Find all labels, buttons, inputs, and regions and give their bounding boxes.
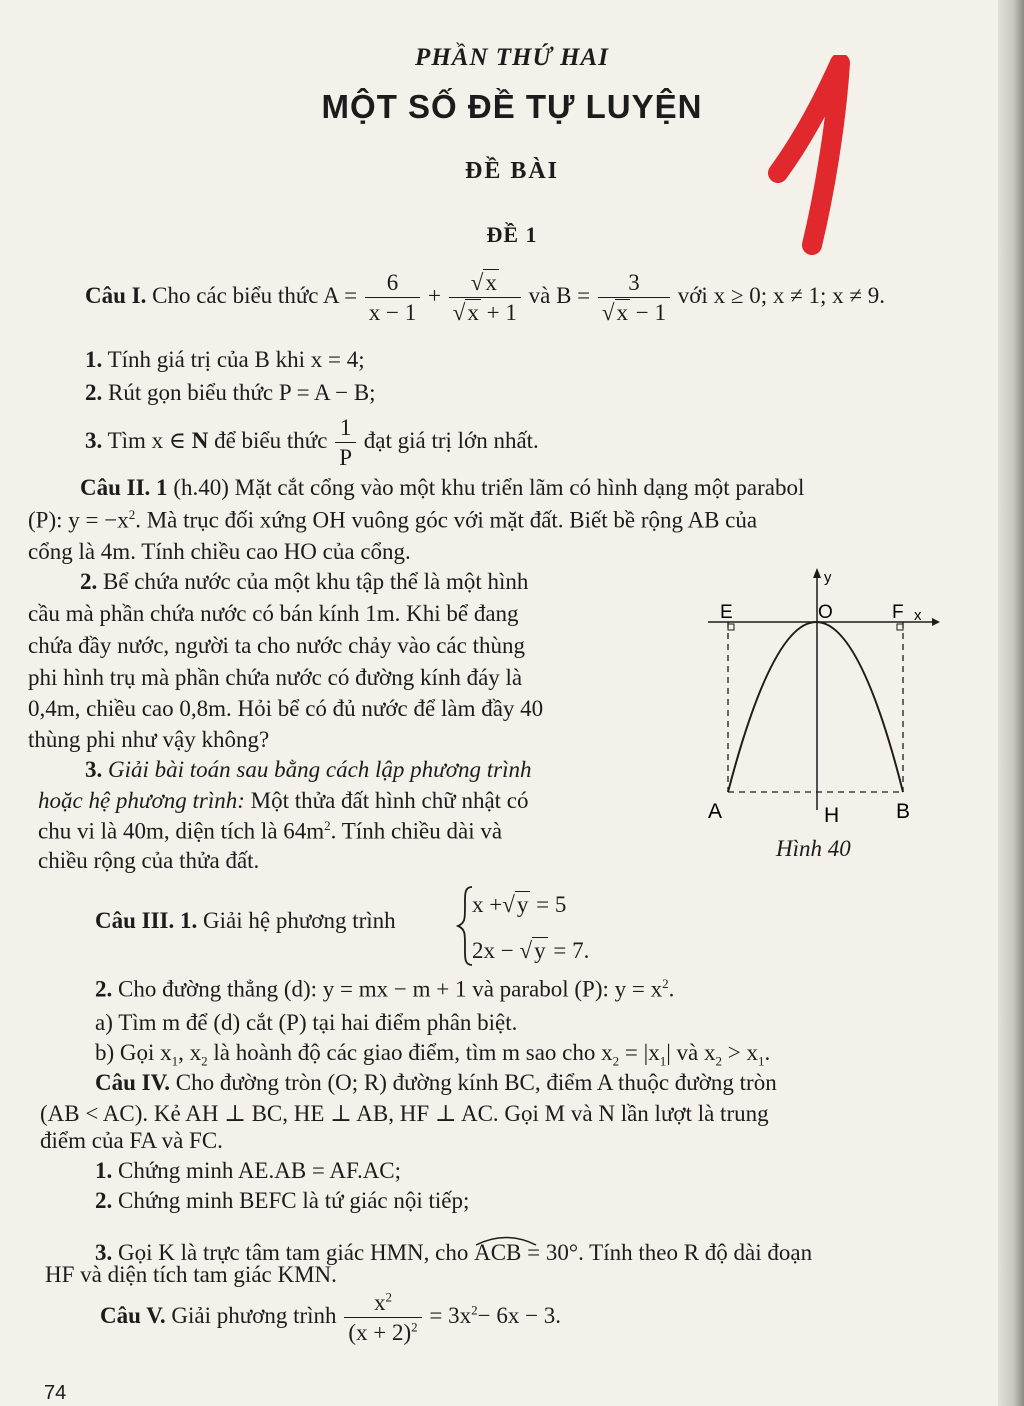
figure-40-parabola [700, 560, 940, 830]
figure-caption: Hình 40 [776, 836, 851, 861]
cau3-intro: Câu III. 1. Giải hệ phương trình [95, 908, 396, 933]
cau4-q2: 2. Chứng minh BEFC là tứ giác nội tiếp; [95, 1188, 470, 1213]
page-title: MỘT SỐ ĐỀ TỰ LUYỆN [321, 88, 703, 125]
cau3-a: a) Tìm m để (d) cắt (P) tại hai điểm phân biệt. [95, 1010, 518, 1035]
cau3-p2: 2. Cho đường thẳng (d): y = mx − m + 1 và parabol (P): $y = x^2$. [95, 976, 675, 1002]
cau2-p2-line1: 2. Bể chứa nước của một khu tập thể là một hình [80, 569, 529, 594]
cau1-label: Câu I. [85, 283, 147, 309]
svg-text:O: O [818, 602, 833, 623]
cau2-p2-line4: phi hình trụ mà phần chứa nước có đường kính đáy là [28, 665, 523, 690]
svg-text:B: B [896, 800, 911, 823]
cau1-q3: 3. Tìm x ∈ N để biểu thức $\frac{1}{P}$ đạt giá trị lớn nhất. [85, 415, 539, 471]
page-edge [998, 0, 1024, 1406]
fraction-3: $\frac{3}{√x - 1}$ [598, 270, 670, 326]
cau4-line1: Câu IV. Cho đường tròn (O; R) đường kính BC, điểm A thuộc đường tròn [95, 1070, 777, 1095]
angle-acb: ACB [474, 1234, 521, 1266]
exam-heading: ĐỀ 1 [486, 222, 538, 247]
svg-text:A: A [708, 800, 723, 823]
cau4-q3-cont: HF và diện tích tam giác KMN. [45, 1262, 337, 1287]
svg-text:y: y [824, 569, 832, 586]
cau2-p2-line3: chứa đầy nước, người ta cho nước chảy vào các thùng [28, 633, 525, 658]
cau4-q3: 3. Gọi K là trực tâm tam giác HMN, cho ACB = 30°. Tính theo R độ dài đoạn [95, 1234, 812, 1266]
cau1-statement: Câu I. Cho các biểu thức A = $\frac{6}{x - 1}$ + $\frac{√x}{√x + 1}$ và B = $\frac{3}{√x - 1}$ với x ≥ 0; x ≠ 1; x ≠ 9. [85, 270, 885, 326]
part-heading: PHẦN THỨ HAI [415, 44, 609, 71]
cau4-line2: (AB < AC). Kẻ AH ⊥ BC, HE ⊥ AB, HF ⊥ AC. Gọi M và N lần lượt là trung [40, 1101, 769, 1126]
cau2-p1-line1: Câu II. 1 (h.40) Mặt cắt cổng vào một khu triển lãm có hình dạng một parabol [80, 475, 805, 500]
handwritten-one-mark [760, 55, 870, 255]
cau2-p2-line6: thùng phi như vậy không? [28, 727, 270, 752]
fraction-6: $\frac{6}{x - 1}$ [365, 270, 420, 326]
cau1-q2: 2. Rút gọn biểu thức P = A − B; [85, 380, 376, 405]
cau4-q1: 1. Chứng minh AE.AB = AF.AC; [95, 1158, 402, 1183]
cau2-p1-line2: (P): $y = -x^2$. Mà trục đối xứng OH vuông góc với mặt đất. Biết bề rộng AB của [28, 507, 758, 533]
cau2-p3-line1: 3. Giải bài toán sau bằng cách lập phương trình [85, 757, 532, 782]
svg-text:E: E [720, 602, 733, 623]
cau3-eq1: x +√y = 5 [472, 892, 567, 917]
cau3-b: b) Gọi $x_1$, $x_2$ là hoành độ các giao điểm, tìm m sao cho $x_2 = |x_1|$ và $x_2 > x_1$. [95, 1040, 771, 1069]
parabola-curve [728, 622, 903, 792]
svg-text:F: F [892, 602, 904, 623]
cau2-p2-line5: 0,4m, chiều cao 0,8m. Hỏi bể có đủ nước để làm đầy 40 [28, 696, 544, 721]
fraction-sqrtx: $\frac{√x}{√x + 1}$ [449, 270, 521, 326]
cau2-p3-line4: chiều rộng của thửa đất. [38, 848, 260, 873]
section-heading: ĐỀ BÀI [464, 158, 560, 184]
cau5: Câu V. Giải phương trình $\frac{x^2}{(x + 2)^2}$ = $3x^2- 6x - 3$. [100, 1289, 562, 1346]
cau2-p3-line3: chu vi là 40m, diện tích là $64m^2$. Tính chiều dài và [38, 818, 503, 844]
page-number: 74 [44, 1382, 67, 1404]
cau1-q1: 1. Tính giá trị của B khi x = 4; [85, 347, 365, 372]
svg-text:H: H [824, 804, 840, 827]
cau2-p2-line2: cầu mà phần chứa nước có bán kính 1m. Khi bể đang [28, 601, 519, 626]
cau2-p1-line3: cổng là 4m. Tính chiều cao HO của cổng. [28, 539, 411, 564]
svg-text:x: x [914, 607, 922, 624]
cau3-eq2: 2x − √y = 7. [472, 938, 590, 963]
cau2-p3-line2: hoặc hệ phương trình: Một thửa đất hình chữ nhật có [38, 788, 529, 813]
cau4-line3: điểm của FA và FC. [40, 1128, 223, 1153]
